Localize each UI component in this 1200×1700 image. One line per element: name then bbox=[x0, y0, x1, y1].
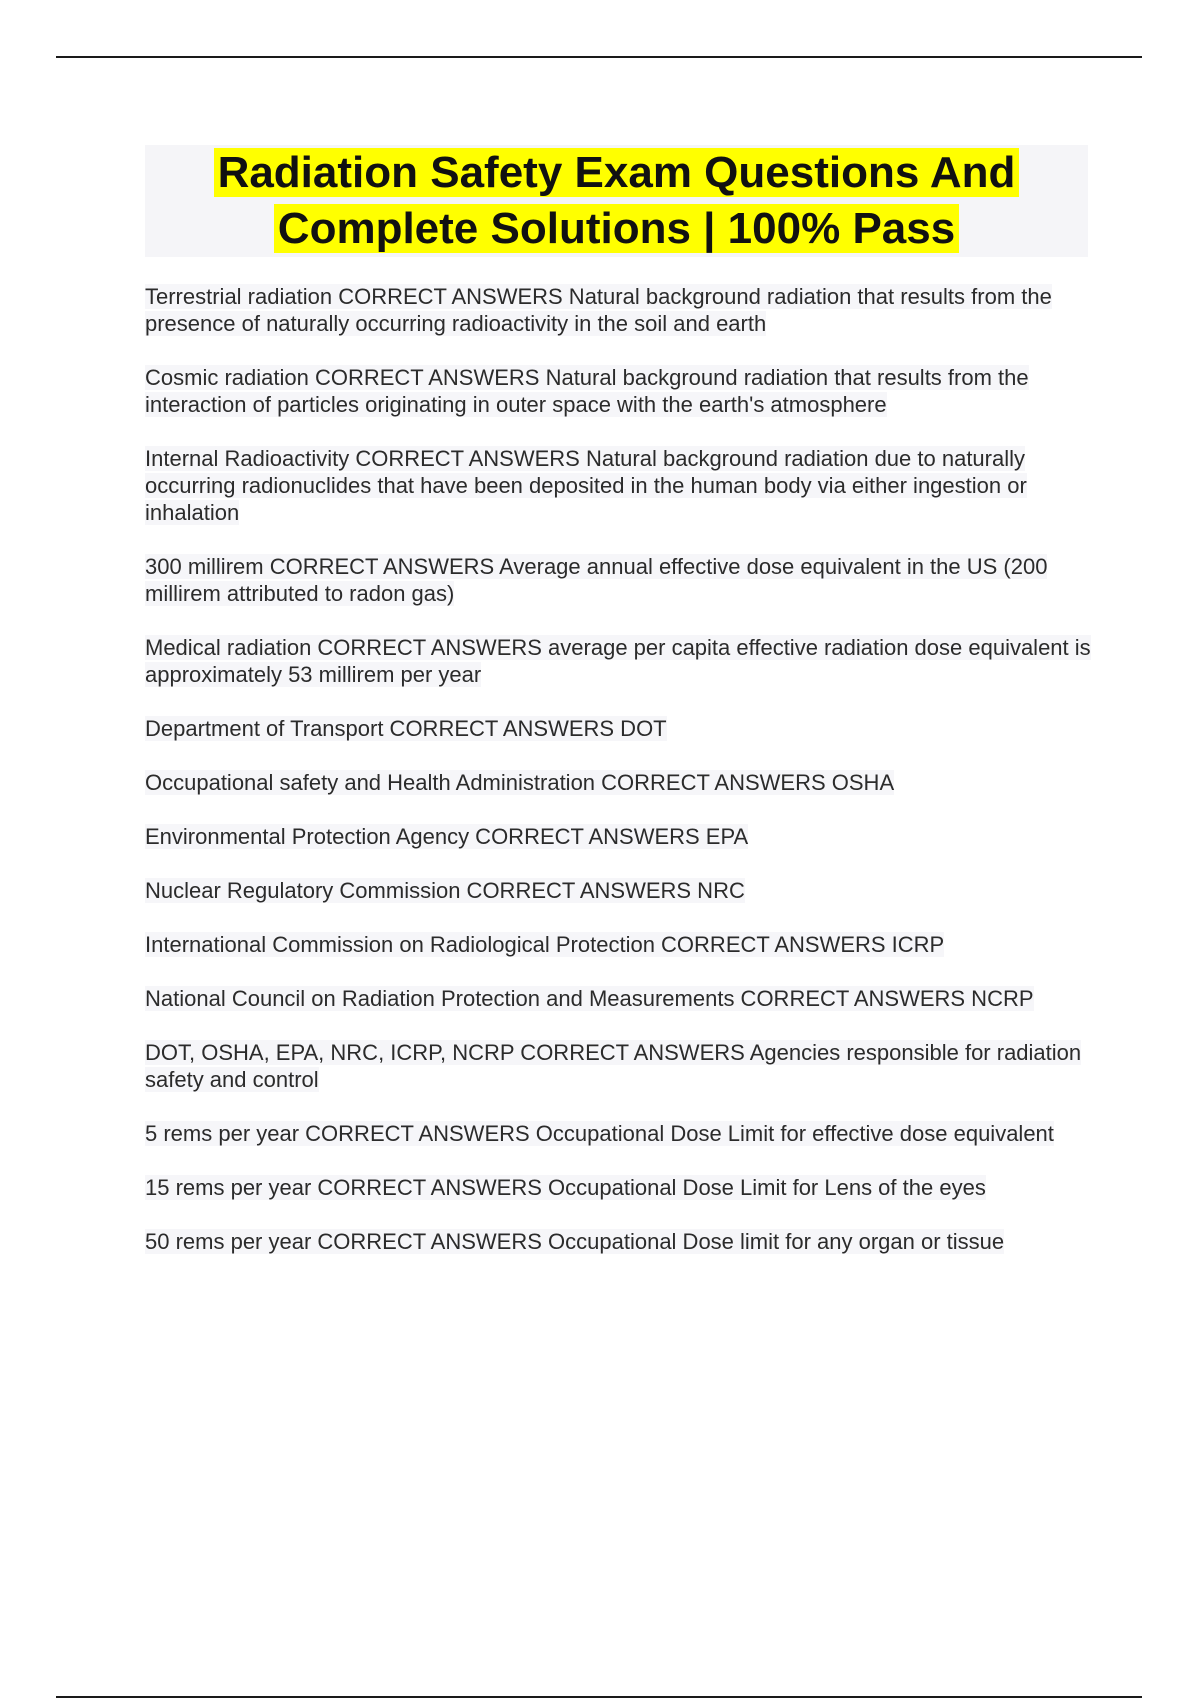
qa-item-text: International Commission on Radiological Protection CORRECT ANSWERS ICRP bbox=[145, 932, 945, 957]
qa-item bbox=[145, 1228, 1095, 1255]
qa-item bbox=[145, 283, 1095, 337]
qa-item bbox=[145, 823, 1095, 850]
qa-item-text: 15 rems per year CORRECT ANSWERS Occupational Dose Limit for Lens of the eyes bbox=[145, 1175, 986, 1200]
qa-item-text: Cosmic radiation CORRECT ANSWERS Natural background radiation that results from the interaction of particles originating in outer space with the earth's atmosphere bbox=[145, 365, 1029, 417]
qa-item-text: 300 millirem CORRECT ANSWERS Average annual effective dose equivalent in the US (200 millirem attributed to radon gas) bbox=[145, 554, 1048, 606]
qa-item-text: Terrestrial radiation CORRECT ANSWERS Natural background radiation that results from the presence of naturally occurring radioactivity in the soil and earth bbox=[145, 284, 1052, 336]
title-box bbox=[145, 145, 1088, 257]
qa-item-text: Medical radiation CORRECT ANSWERS average per capita effective radiation dose equivalent is approximately 53 millirem per year bbox=[145, 635, 1091, 687]
header-rule bbox=[56, 56, 1142, 58]
qa-item bbox=[145, 445, 1095, 526]
qa-item bbox=[145, 931, 1095, 958]
qa-item-text: Occupational safety and Health Administration CORRECT ANSWERS OSHA bbox=[145, 770, 895, 795]
qa-item bbox=[145, 634, 1095, 688]
qa-item-text: Department of Transport CORRECT ANSWERS DOT bbox=[145, 716, 667, 741]
qa-item bbox=[145, 769, 1095, 796]
qa-item-text: National Council on Radiation Protection and Measurements CORRECT ANSWERS NCRP bbox=[145, 986, 1034, 1011]
qa-item bbox=[145, 364, 1095, 418]
qa-item-text: Internal Radioactivity CORRECT ANSWERS Natural background radiation due to naturally occurring radionuclides that have been deposited in the human body via either ingestion or inhalation bbox=[145, 446, 1027, 525]
qa-item bbox=[145, 715, 1095, 742]
qa-item bbox=[145, 1174, 1095, 1201]
qa-item bbox=[145, 1120, 1095, 1147]
document-title bbox=[145, 145, 1088, 257]
qa-item bbox=[145, 1039, 1095, 1093]
document-title-highlight: Radiation Safety Exam Questions And Complete Solutions | 100% Pass bbox=[214, 148, 1020, 253]
qa-item bbox=[145, 553, 1095, 607]
qa-item bbox=[145, 985, 1095, 1012]
qa-item-text: Environmental Protection Agency CORRECT ANSWERS EPA bbox=[145, 824, 749, 849]
qa-item bbox=[145, 877, 1095, 904]
qa-item-text: DOT, OSHA, EPA, NRC, ICRP, NCRP CORRECT ANSWERS Agencies responsible for radiation safety and control bbox=[145, 1040, 1082, 1092]
footer-rule bbox=[56, 1696, 1142, 1698]
qa-list bbox=[145, 283, 1095, 1282]
qa-item-text: Nuclear Regulatory Commission CORRECT ANSWERS NRC bbox=[145, 878, 745, 903]
qa-item-text: 5 rems per year CORRECT ANSWERS Occupational Dose Limit for effective dose equivalent bbox=[145, 1121, 1054, 1146]
qa-item-text: 50 rems per year CORRECT ANSWERS Occupational Dose limit for any organ or tissue bbox=[145, 1229, 1005, 1254]
